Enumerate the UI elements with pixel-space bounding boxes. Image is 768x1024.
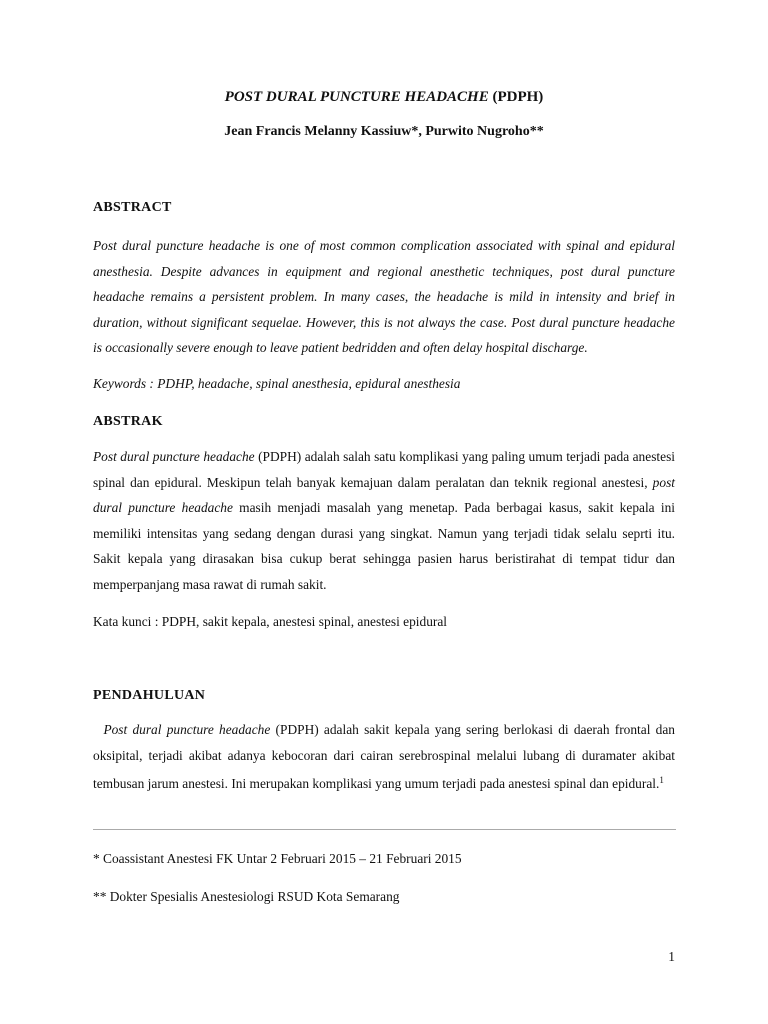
citation-marker: 1 (659, 775, 664, 785)
footnote-1: * Coassistant Anestesi FK Untar 2 Februari 2015 – 21 Februari 2015 (93, 851, 462, 866)
abstract-keywords: Keywords : PDHP, headache, spinal anesthesia, epidural anesthesia (93, 376, 461, 391)
title-suffix: (PDPH) (488, 89, 544, 105)
pendahuluan-text: (PDPH) adalah sakit kepala yang sering berlokasi di daerah frontal dan oksipital, terjadi akibat adanya kebocoran dari cairan serebrospinal melalui lubang di duramater akibat tembusan jarum anestesi. Ini merupakan komplikasi yang umum terjadi pada anestesi spinal dan epidural. (93, 722, 675, 791)
title-italic-part: POST DURAL PUNCTURE HEADACHE (224, 89, 489, 105)
page-number: 1 (668, 949, 675, 964)
pendahuluan-indent (93, 722, 103, 737)
abstrak-term-2: post dural puncture headache (93, 474, 675, 515)
abstrak-keywords: Kata kunci : PDPH, sakit kepala, anestesi spinal, anestesi epidural (93, 614, 448, 629)
abstrak-text-1: (PDPH) adalah salah satu komplikasi yang paling umum terjadi pada anestesi spinal dan epidural. Meskipun telah banyak kemajuan dalam peralatan dan teknik regional anestesi, (93, 449, 675, 490)
footnote-2: ** Dokter Spesialis Anestesiologi RSUD Kota Semarang (93, 889, 400, 904)
abstrak-body (93, 444, 675, 597)
pendahuluan-term: Post dural puncture headache (103, 722, 271, 737)
pendahuluan-heading: PENDAHULUAN (93, 688, 206, 703)
abstrak-term-1: Post dural puncture headache (93, 449, 255, 464)
abstrak-heading: ABSTRAK (93, 414, 163, 429)
author-line: Jean Francis Melanny Kassiuw*, Purwito Nugroho** (224, 124, 544, 139)
footnote-separator (93, 829, 676, 830)
paper-title (0, 89, 768, 106)
abstract-heading: ABSTRACT (93, 200, 172, 215)
pendahuluan-body (93, 717, 675, 797)
abstract-body: Post dural puncture headache is one of most common complication associated with spinal and epidural anesthesia. Despite advances in equipment and regional anesthetic techniques, post dural puncture headache remains a persistent problem. In many cases, the headache is mild in intensity and brief in duration, without significant sequelae. However, this is not always the case. Post dural puncture headache is occasionally severe enough to leave patient bedridden and often delay hospital discharge. (93, 238, 675, 355)
abstrak-text-2: masih menjadi masalah yang menetap. Pada berbagai kasus, sakit kepala ini memiliki intensitas yang sedang dengan durasi yang singkat. Namun yang terjadi tidak selalu seprti itu. Sakit kepala yang dirasakan bisa cukup berat sehingga pasien harus beristirahat di tempat tidur dan memperpanjang masa rawat di rumah sakit. (93, 500, 676, 592)
